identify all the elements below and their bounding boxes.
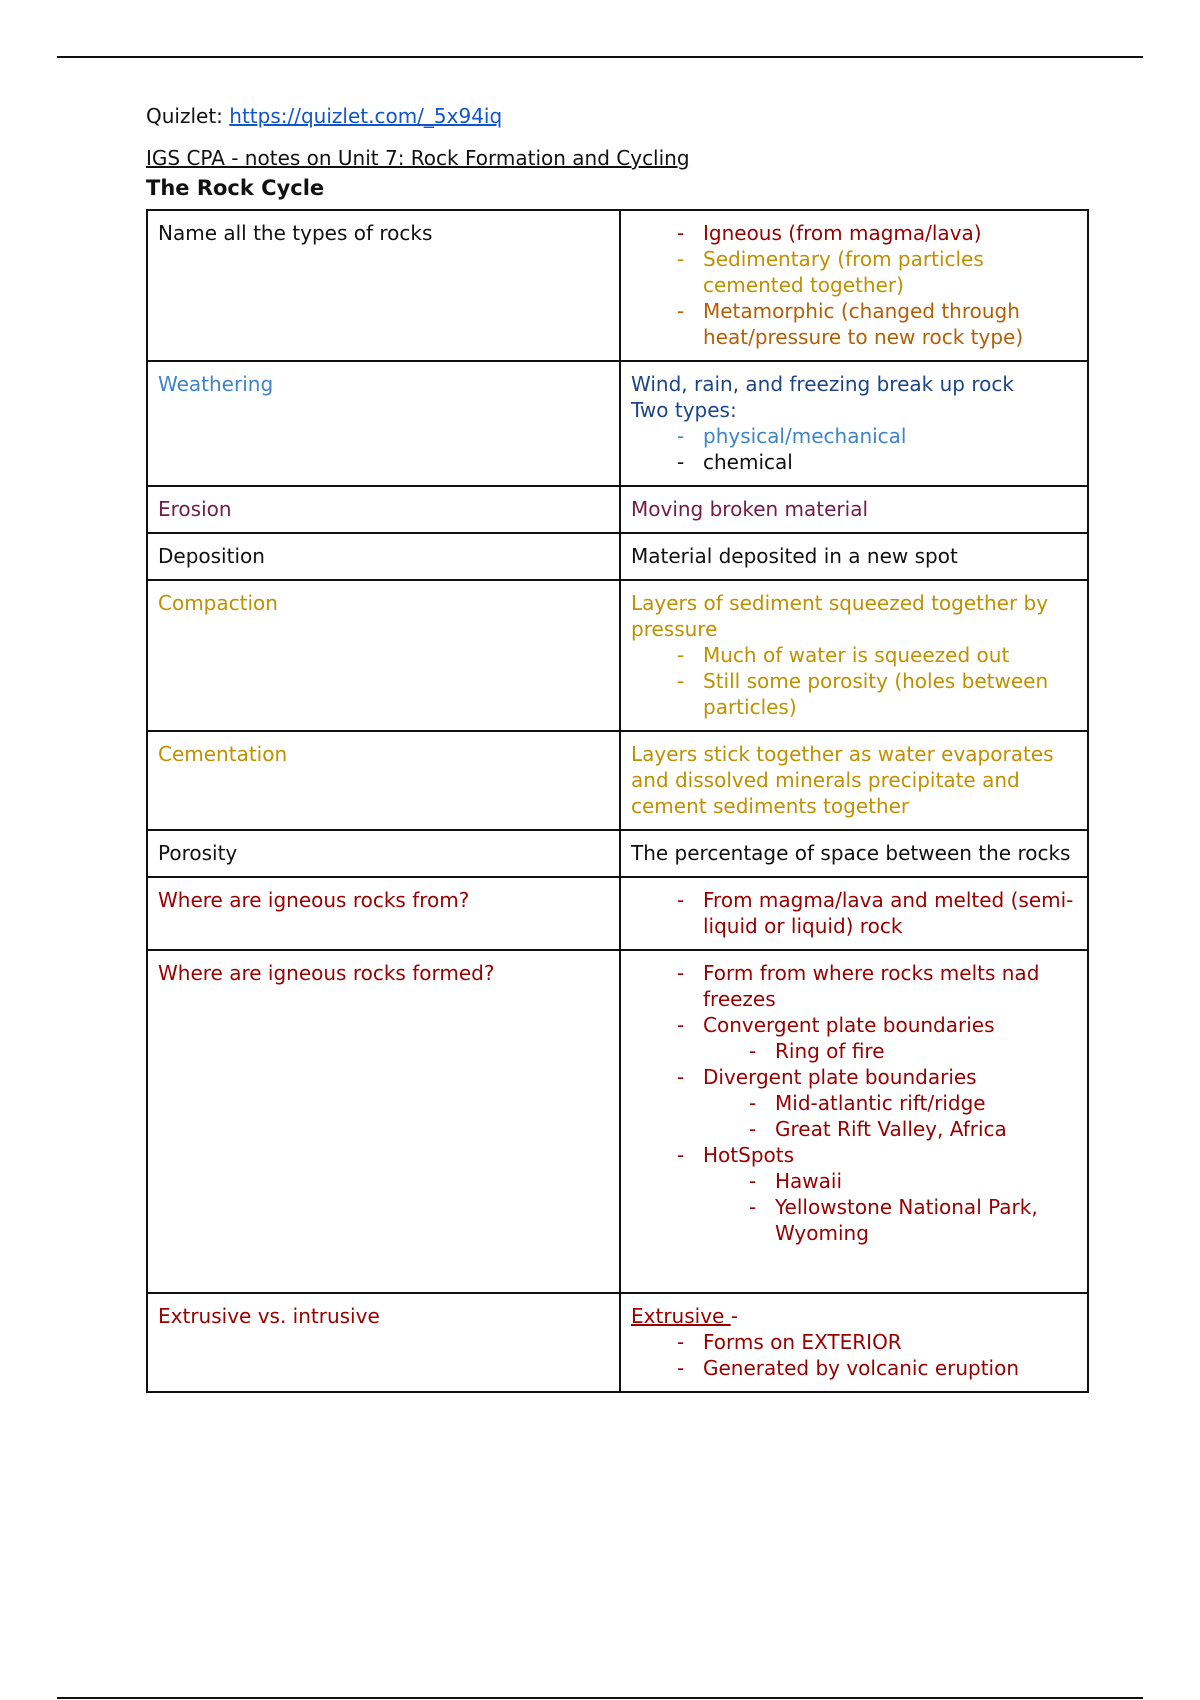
list-item: - Igneous (from magma/lava) xyxy=(631,220,1077,246)
term-cell: Porosity xyxy=(147,830,620,877)
term-cell: Where are igneous rocks from? xyxy=(147,877,620,950)
quizlet-line xyxy=(146,104,502,128)
bottom-rule xyxy=(57,1697,1143,1699)
term-cell: Where are igneous rocks formed? xyxy=(147,950,620,1293)
table-row xyxy=(147,1293,1088,1392)
sub-list-item: - Mid-atlantic rift/ridge xyxy=(703,1090,1077,1116)
list-item-text: Convergent plate boundaries xyxy=(703,1013,995,1037)
document-subtitle: IGS CPA - notes on Unit 7: Rock Formation and Cycling xyxy=(146,146,690,170)
list-item: - From magma/lava and melted (semi-liquid or liquid) rock xyxy=(631,887,1077,939)
definition-cell xyxy=(620,950,1088,1293)
list-item-text: HotSpots xyxy=(703,1143,795,1167)
list-item: - Generated by volcanic eruption xyxy=(631,1355,1077,1381)
list-item xyxy=(631,1012,1077,1064)
term-cell: Deposition xyxy=(147,533,620,580)
quizlet-label: Quizlet: xyxy=(146,104,230,128)
quizlet-link[interactable]: https://quizlet.com/_5x94iq xyxy=(229,104,503,128)
sub-list-item: - Great Rift Valley, Africa xyxy=(703,1116,1077,1142)
page-title: The Rock Cycle xyxy=(146,176,325,200)
definition-cell xyxy=(620,580,1088,731)
sub-list-item: - Yellowstone National Park, Wyoming xyxy=(703,1194,1077,1246)
definition-heading xyxy=(631,1303,1077,1329)
definition-cell: The percentage of space between the rocks xyxy=(620,830,1088,877)
table-row xyxy=(147,731,1088,830)
sub-list-item: - Ring of fire xyxy=(703,1038,1077,1064)
list-item: - Forms on EXTERIOR xyxy=(631,1329,1077,1355)
term-cell: Compaction xyxy=(147,580,620,731)
sub-list-item: - Hawaii xyxy=(703,1168,1077,1194)
table-row xyxy=(147,533,1088,580)
table-row xyxy=(147,877,1088,950)
top-rule xyxy=(57,56,1143,58)
list-item xyxy=(631,1064,1077,1142)
definition-text: Wind, rain, and freezing break up rock xyxy=(631,372,1014,396)
list-item: - Metamorphic (changed through heat/pressure to new rock type) xyxy=(631,298,1077,350)
list-item: - Much of water is squeezed out xyxy=(631,642,1077,668)
definition-cell: Moving broken material xyxy=(620,486,1088,533)
list-item: - chemical xyxy=(631,449,1077,475)
definition-cell xyxy=(620,210,1088,361)
table-row xyxy=(147,210,1088,361)
definition-cell: Layers stick together as water evaporates and dissolved minerals precipitate and cement sediments together xyxy=(620,731,1088,830)
term-cell: Weathering xyxy=(147,361,620,486)
definition-cell xyxy=(620,361,1088,486)
table-row xyxy=(147,361,1088,486)
definition-cell xyxy=(620,877,1088,950)
definition-cell: Material deposited in a new spot xyxy=(620,533,1088,580)
list-item-text: Divergent plate boundaries xyxy=(703,1065,977,1089)
list-item: - physical/mechanical xyxy=(631,423,1077,449)
list-item: - Still some porosity (holes between particles) xyxy=(631,668,1077,720)
list-item: - Form from where rocks melts nad freezes xyxy=(631,960,1077,1012)
table-row xyxy=(147,580,1088,731)
definition-cell xyxy=(620,1293,1088,1392)
list-item: - Sedimentary (from particles cemented together) xyxy=(631,246,1077,298)
term-cell: Name all the types of rocks xyxy=(147,210,620,361)
term-cell: Extrusive vs. intrusive xyxy=(147,1293,620,1392)
table-row xyxy=(147,830,1088,877)
extrusive-heading-dash: - xyxy=(730,1304,738,1328)
rock-cycle-table xyxy=(146,209,1089,1393)
table-row xyxy=(147,950,1088,1293)
term-cell: Cementation xyxy=(147,731,620,830)
definition-text: Layers of sediment squeezed together by pressure xyxy=(631,591,1049,641)
definition-text: Two types: xyxy=(631,398,737,422)
extrusive-heading: Extrusive xyxy=(631,1304,731,1328)
table-row xyxy=(147,486,1088,533)
list-item xyxy=(631,1142,1077,1246)
term-cell: Erosion xyxy=(147,486,620,533)
